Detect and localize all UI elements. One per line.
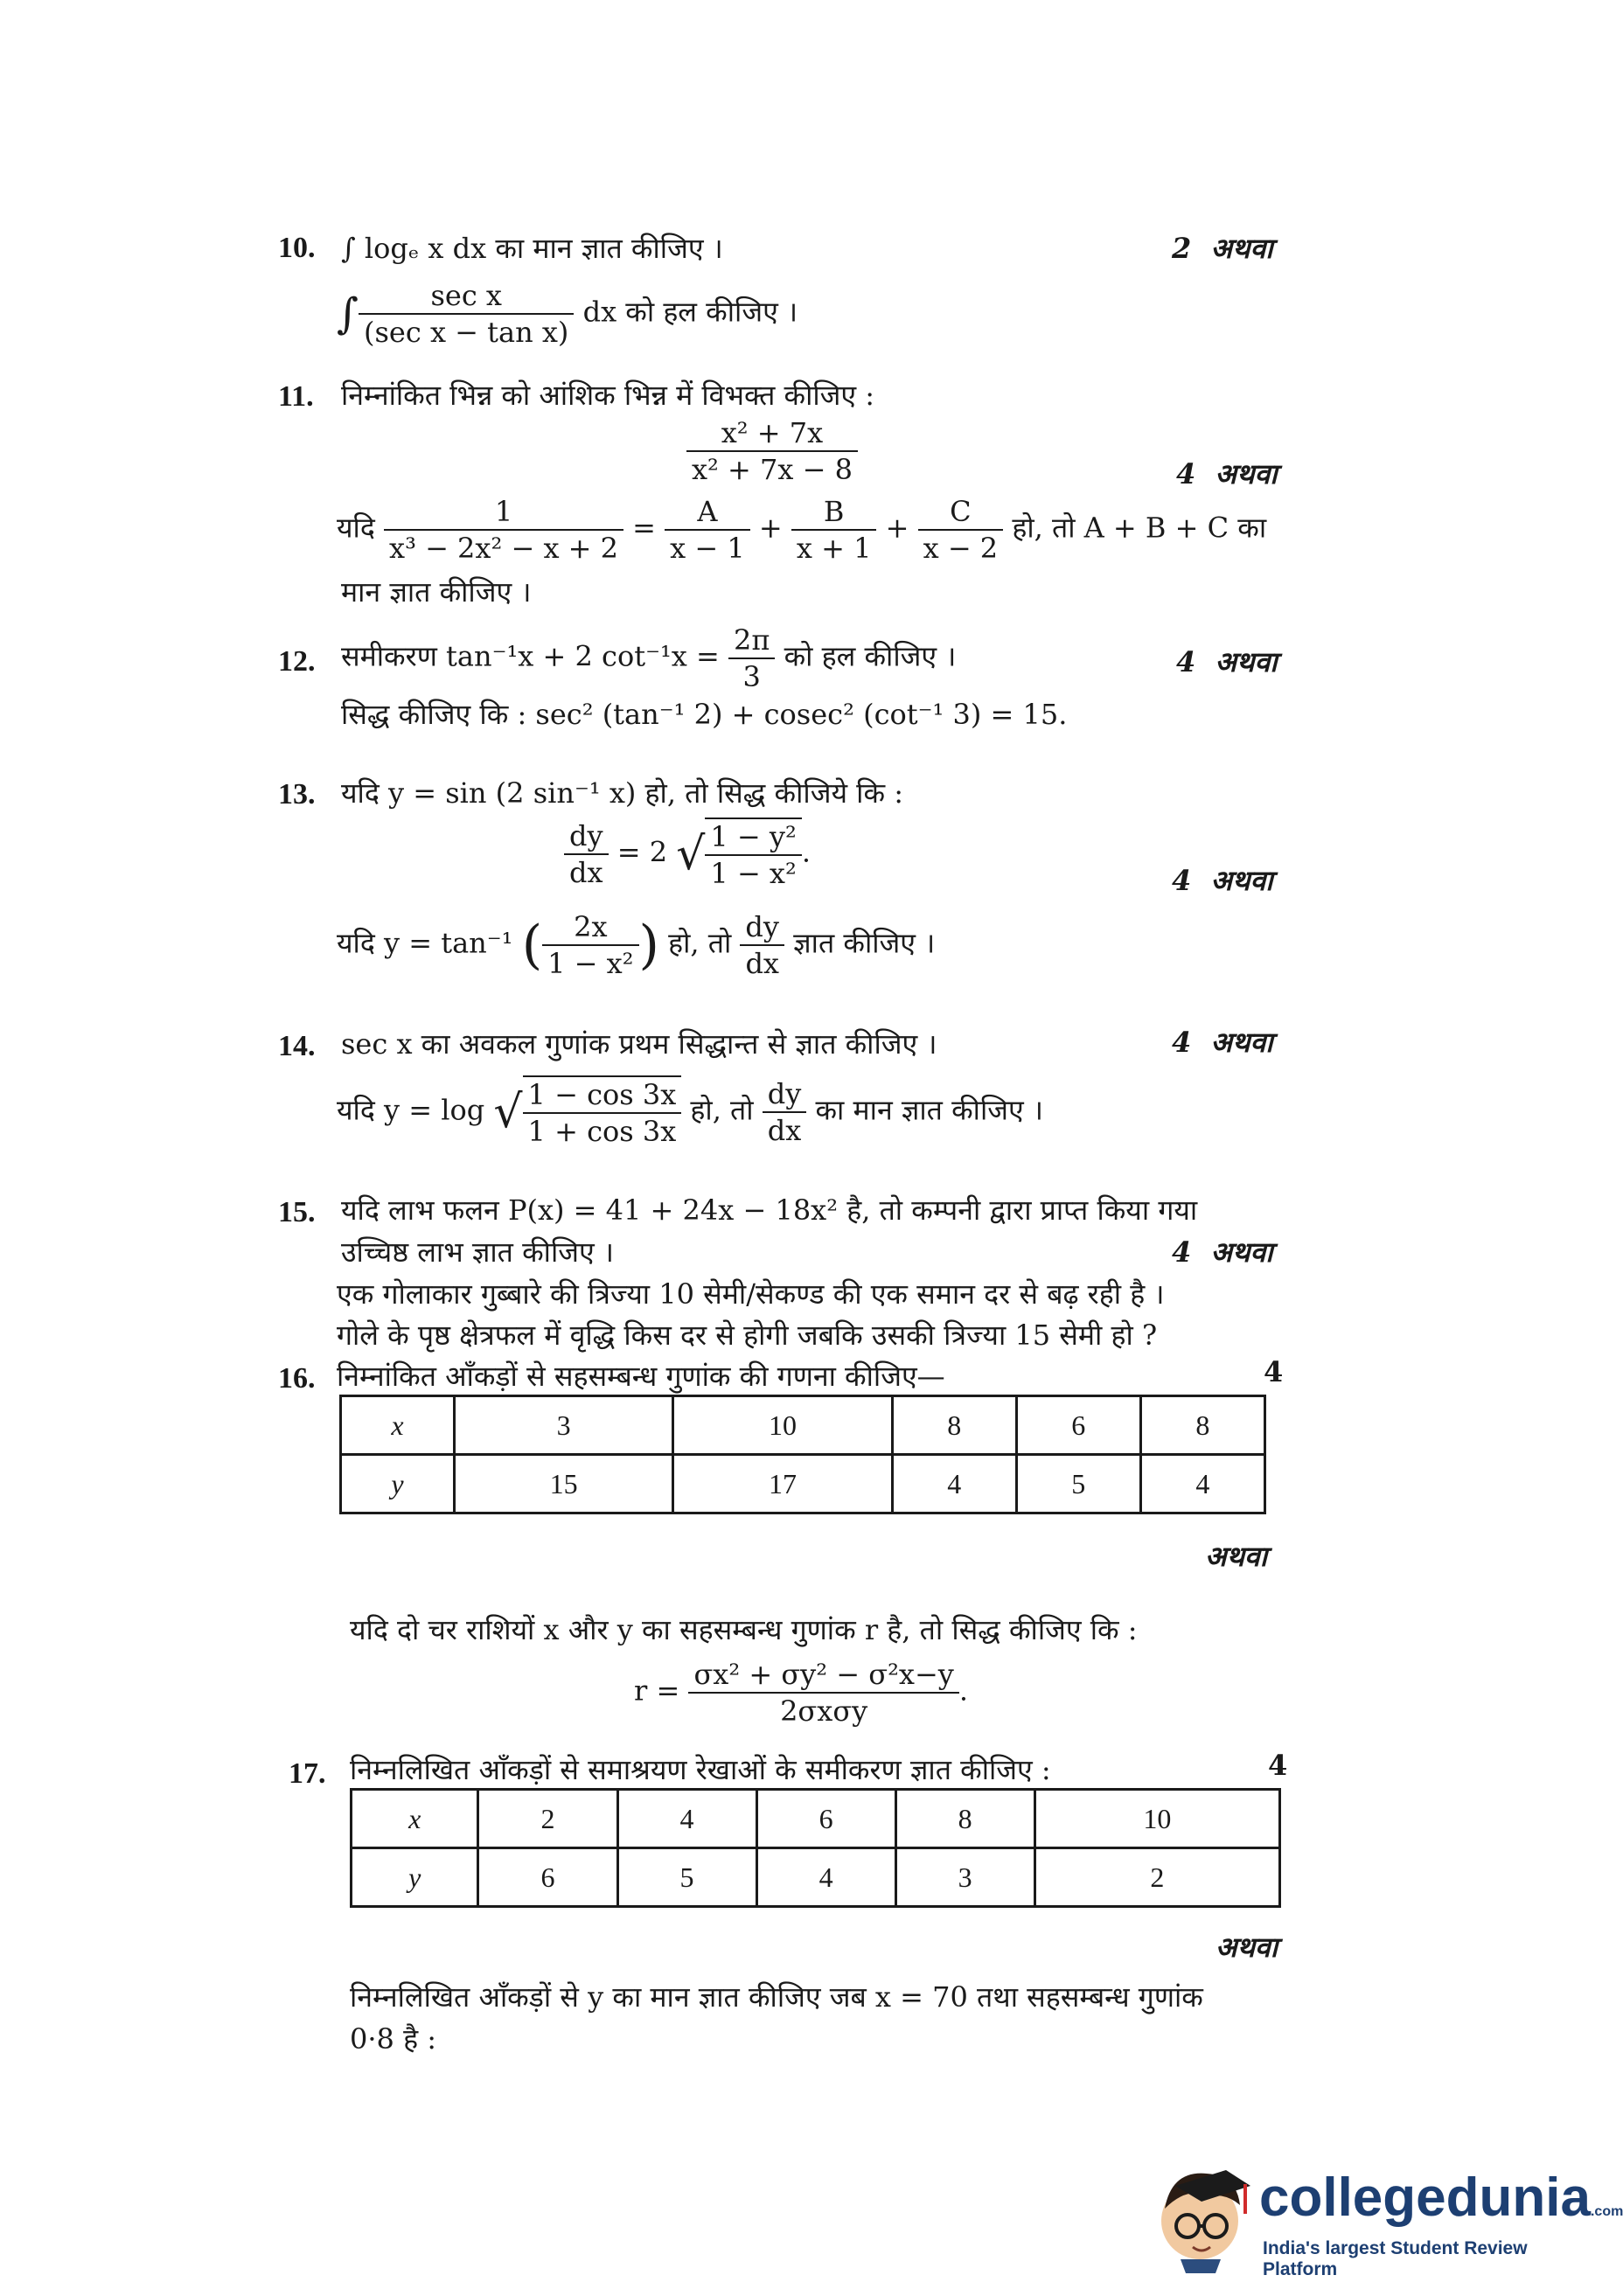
question-text: ∫ logₑ x dx का मान ज्ञात कीजिए । <box>341 232 723 265</box>
table-row: y 6 5 4 3 2 <box>352 1848 1280 1907</box>
alternative-question-cont: 0·8 है : <box>350 2022 437 2056</box>
fraction-expression: $\frac{\text{x² + 7x}}{\text{x² + 7x − 8}}$ <box>686 415 858 487</box>
regression-data-table <box>350 1788 1281 1908</box>
correlation-data-table <box>339 1395 1266 1514</box>
question-number: 11. <box>278 380 314 413</box>
alternative-question: यदि दो चर राशियों x और y का सहसम्बन्ध गुणांक r है, तो सिद्ध कीजिए कि : <box>350 1613 1138 1646</box>
fraction-numerator: sec x <box>359 278 574 315</box>
question-number: 13. <box>278 778 316 811</box>
question-number: 17. <box>289 1757 326 1790</box>
formula: r = $\frac{\text{σx² + σy² − σ²x−y}}{\text{2σxσy}}$ . <box>634 1658 969 1728</box>
question-number: 10. <box>278 232 316 264</box>
table-row: x 3 10 8 6 8 <box>341 1396 1265 1455</box>
marks: 4 अथवा <box>1176 645 1278 678</box>
question-text: यदि लाभ फलन P(x) = 41 + 24x − 18x² है, तो कम्पनी द्वारा प्राप्त किया गया <box>341 1193 1198 1227</box>
alternative-question: सिद्ध कीजिए कि : sec² (tan⁻¹ 2) + cosec² (cot⁻¹ 3) = 15. <box>341 698 1068 731</box>
question-text-cont: उच्चिष्ठ लाभ ज्ञात कीजिए । <box>341 1235 614 1269</box>
marks: 4 अथवा <box>1172 1235 1273 1269</box>
question-number: 14. <box>278 1030 316 1062</box>
alternative-question: यदि y = tan⁻¹ ( $\frac{2x}{\text{1 − x²}}$ ) हो, तो $\frac{dy}{dx}$ ज्ञात कीजिए । <box>337 910 936 980</box>
question-text: यदि y = sin (2 sin⁻¹ x) हो, तो सिद्ध कीजिये कि : <box>341 776 903 810</box>
alternative-question-cont: गोले के पृष्ठ क्षेत्रफल में वृद्धि किस दर से होगी जबकि उसकी त्रिज्या 15 सेमी हो ? <box>337 1318 1158 1352</box>
question-text: निम्नांकित भिन्न को आंशिक भिन्न में विभक्त कीजिए : <box>341 379 875 412</box>
marks: 4 अथवा <box>1176 457 1278 491</box>
marks: 4 <box>1268 1749 1288 1782</box>
or-label: अथवा <box>1205 1540 1267 1573</box>
alternative-question: निम्नलिखित आँकड़ों से y का मान ज्ञात कीजिए जब x = 70 तथा सहसम्बन्ध गुणांक <box>350 1980 1203 2014</box>
question-text: sec x का अवकल गुणांक प्रथम सिद्धान्त से ज्ञात कीजिए । <box>341 1027 937 1061</box>
marks: 4 अथवा <box>1172 1026 1273 1059</box>
question-text: निम्नलिखित आँकड़ों से समाश्रयण रेखाओं के समीकरण ज्ञात कीजिए : <box>350 1753 1051 1786</box>
question-number: 16. <box>278 1362 316 1395</box>
alternative-question-cont: मान ज्ञात कीजिए । <box>341 575 532 609</box>
alternative-question: एक गोलाकार गुब्बारे की त्रिज्या 10 सेमी/सेकण्ड की एक समान दर से बढ़ रही है । <box>337 1277 1165 1311</box>
question-number: 12. <box>278 645 316 678</box>
question-number: 15. <box>278 1196 316 1228</box>
marks: 4 <box>1264 1355 1284 1388</box>
marks: 2 अथवा <box>1172 232 1273 265</box>
alternative-question: यदि $\frac{1}{\text{x³ − 2x² − x + 2}}$ = $\frac{A}{x - 1}$ + $\frac{B}{x + 1}$ + $\frac{C}{x - 2}$ हो, तो A + B + C का <box>337 495 1267 565</box>
mascot-icon <box>1161 2170 1250 2273</box>
brand-name: collegedunia.com <box>1259 2167 1623 2228</box>
marks: 4 अथवा <box>1172 864 1273 897</box>
brand-tagline: India's largest Student Review Platform <box>1263 2238 1528 2279</box>
question-text: निम्नांकित आँकड़ों से सहसम्बन्ध गुणांक की गणना कीजिए— <box>337 1360 945 1393</box>
alternative-question: ∫ $\frac{\text{sec x}}{\text{(sec x − tan x)}}$ dx को हल कीजिए । <box>337 279 798 349</box>
fraction-denominator: (sec x − tan x) <box>364 316 569 349</box>
or-label: अथवा <box>1216 1931 1278 1964</box>
table-row: y 15 17 4 5 4 <box>341 1455 1265 1513</box>
question-text: समीकरण tan⁻¹x + 2 cot⁻¹x = $\frac{2\pi}{3}$ को हल कीजिए । <box>341 623 957 693</box>
alternative-question: यदि y = log √ $\frac{1 - \cos 3x}{1 + \cos 3x}$ हो, तो $\frac{dy}{dx}$ का मान ज्ञात कीजिए । <box>337 1077 1043 1148</box>
table-row: x 2 4 6 8 10 <box>352 1790 1280 1848</box>
equation: $\frac{dy}{dx}$ = 2 √ $\frac{\text{1 − y²}}{\text{1 − x²}}$ . <box>564 818 811 891</box>
